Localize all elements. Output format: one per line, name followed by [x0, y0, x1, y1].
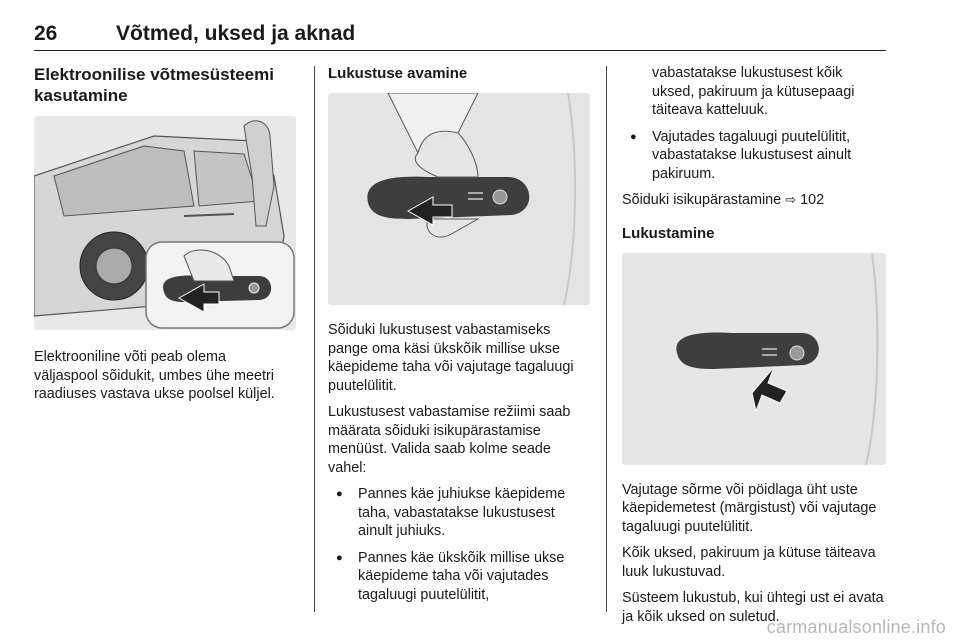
press-handle-illustration-icon — [622, 253, 886, 465]
column-divider-1 — [314, 66, 315, 612]
column-2 — [328, 64, 590, 612]
page-number: 26 — [34, 22, 58, 45]
reference-text: Sõiduki isikupärastamine — [622, 192, 782, 208]
chapter-title: Võtmed, uksed ja aknad — [116, 22, 356, 45]
reference-page: 102 — [800, 192, 825, 208]
car-illustration-icon — [34, 116, 296, 330]
header-rule — [34, 50, 886, 51]
unlock-mode-list-continued — [622, 64, 886, 183]
list-item: ● Pannes käe ükskõik millise ukse käepideme taha või vajutades tagaluugi puutelülitit, — [328, 549, 590, 605]
section-heading-locking: Lukustamine — [622, 224, 715, 242]
watermark: carmanualsonline.info — [766, 617, 946, 637]
paragraph-auto-lock: Süsteem lukustub, kui ühtegi ust ei avata ja kõik uksed on suletud. — [622, 590, 884, 625]
illustration-car-door-handle — [34, 116, 296, 330]
list-item: ● Vajutades tagaluugi puutelülitit, vabastatakse lukustusest ainult pakiruum. — [622, 128, 886, 184]
paragraph-unlock-instructions: Sõiduki lukustusest vabastamiseks pange oma käsi ükskõik millise ukse käepideme taha või vajutage tagaluugi puutelülitit. — [328, 322, 574, 394]
cross-reference[interactable] — [622, 191, 886, 210]
page-header — [34, 22, 886, 50]
illustration-press-handle — [622, 253, 886, 465]
illustration-hand-behind-handle — [328, 93, 590, 305]
arrow-right-icon: ⇨ — [785, 192, 797, 207]
paragraph-lock-instructions: Vajutage sõrme või pöidlaga üht uste käepidemetest (märgistust) või vajutage tagaluugi puutelülitit. — [622, 481, 877, 535]
list-item-continued-text: vabastatakse lukustusest kõik uksed, pakiruum ja kütusepaagi täiteava katteluuk. — [652, 65, 855, 118]
column-1 — [34, 64, 296, 412]
column-3 — [622, 64, 886, 634]
paragraph-lock-result: Kõik uksed, pakiruum ja kütuse täiteava luuk lukustuvad. — [622, 545, 876, 580]
section-heading-unlocking: Lukustuse avamine — [328, 65, 468, 82]
door-handle-illustration-icon — [328, 93, 590, 305]
unlock-mode-list — [328, 485, 590, 604]
column-divider-2 — [606, 66, 607, 612]
paragraph-key-range: Elektrooniline võti peab olema väljaspool sõidukit, umbes ühe meetri raadiuses vastava ukse poolsel küljel. — [34, 349, 275, 402]
list-item: ● Pannes käe juhiukse käepideme taha, vabastatakse lukustusest ainult juhiuks. — [328, 485, 590, 541]
section-heading-electronic-key: Elektroonilise võtmesüsteemi kasutamine — [34, 65, 274, 105]
paragraph-unlock-mode: Lukustusest vabastamise režiimi saab määrata sõiduki isikupärastamise menüüst. Valida saab kolme seade vahel: — [328, 404, 571, 476]
list-item-continued — [622, 64, 886, 120]
